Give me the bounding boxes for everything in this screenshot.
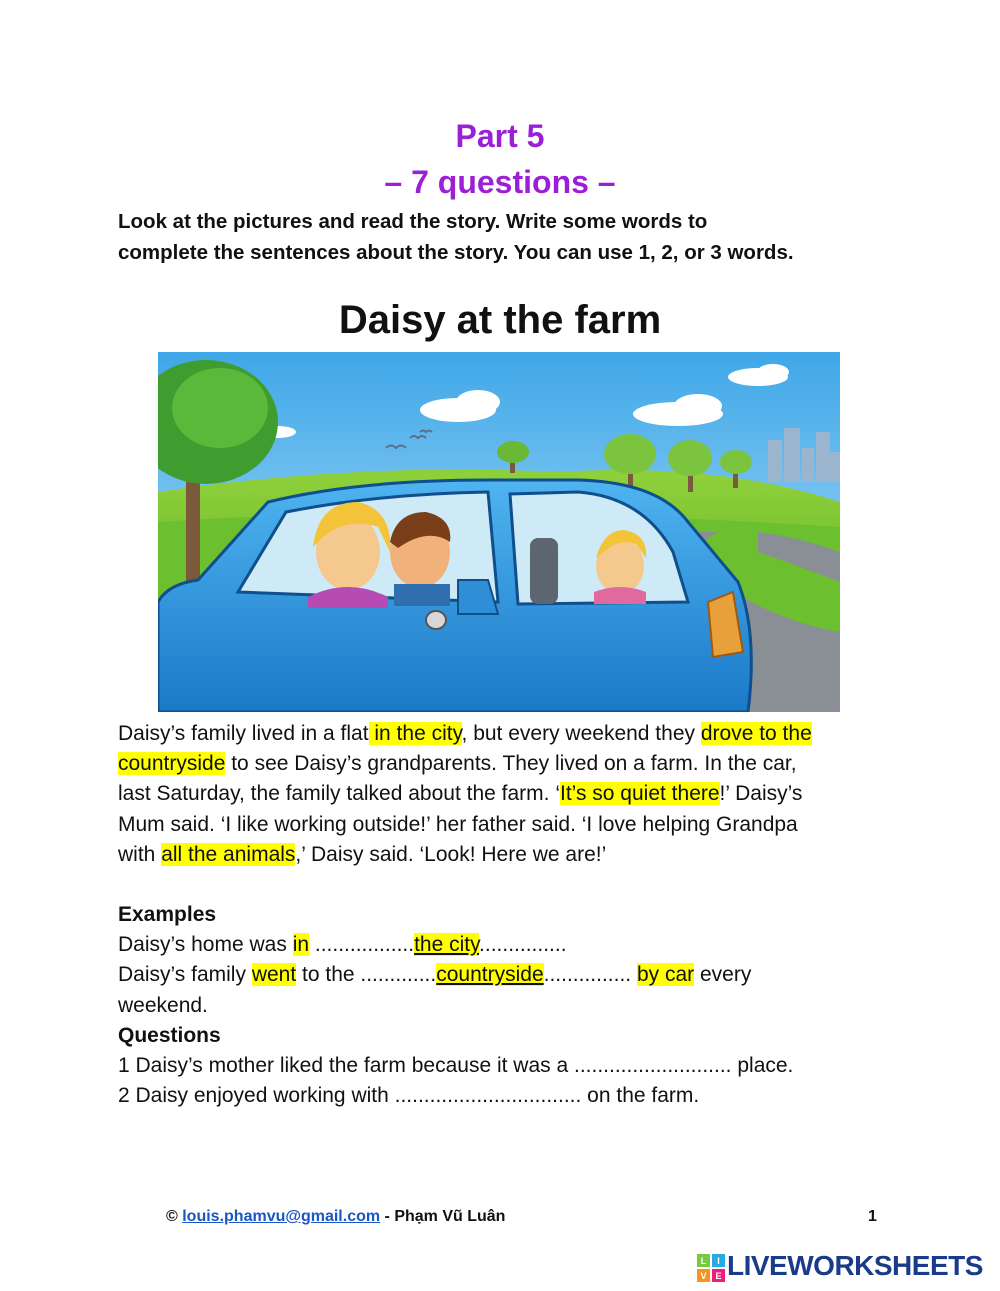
logo-letter-l: L [700, 1256, 707, 1266]
logo-letter-v: V [700, 1271, 707, 1281]
story-s5: !’ Daisy’s [719, 782, 803, 806]
highlight-in-the-city: in the city [368, 722, 462, 745]
example-2-weekend: weekend. [118, 993, 208, 1017]
example-2-hl: went [251, 963, 297, 987]
story-text [118, 719, 898, 870]
example-1-dots-end: ............... [479, 933, 567, 957]
example-2-hl-by-car: by car [636, 963, 695, 987]
example-1-text: Daisy’s home was [118, 933, 293, 957]
question-1[interactable]: 1 Daisy’s mother liked the farm because it was a ........................... place. [118, 1054, 794, 1078]
copyright-symbol: © [166, 1208, 183, 1225]
footer [166, 1208, 505, 1226]
highlight-countryside: countryside [118, 752, 226, 776]
story-s8: ,’ Daisy said. ‘Look! Here we are!’ [295, 842, 607, 866]
question-2[interactable]: 2 Daisy enjoyed working with ................................ on the farm. [118, 1084, 700, 1108]
example-1-dots: ................. [309, 933, 415, 957]
example-1-hl: in [292, 933, 310, 957]
example-2-text: Daisy’s family [118, 963, 252, 987]
example-2-answer: countryside [436, 963, 544, 987]
car-illustration [158, 352, 840, 712]
highlight-drove-to-the: drove to the [700, 722, 812, 745]
page-number: 1 [868, 1208, 877, 1225]
example-2 [118, 960, 898, 1020]
instruction-line-2: complete the sentences about the story. You can use 1, 2, or 3 words. [118, 241, 794, 264]
story-s4: last Saturday, the family talked about the farm. ‘ [118, 782, 560, 806]
part-title: Part 5 [455, 118, 545, 154]
example-2-dots: to the ............. [296, 963, 437, 987]
author-email-link[interactable]: louis.phamvu@gmail.com [182, 1208, 381, 1225]
liveworksheets-logo-icon [697, 1254, 725, 1282]
highlight-quiet: It’s so quiet there [560, 782, 720, 806]
examples-questions [118, 900, 898, 1111]
example-1-answer: the city [414, 933, 480, 957]
story-s2: , but every weekend they [461, 722, 701, 745]
questions-heading: Questions [118, 1023, 221, 1047]
highlight-all-the-animals: all the animals [161, 842, 296, 866]
example-2-every: every [694, 963, 752, 987]
story-title: Daisy at the farm [338, 298, 662, 342]
instruction-line-1: Look at the pictures and read the story. Write some words to [118, 210, 708, 233]
question-count: – 7 questions – [384, 164, 616, 200]
example-1 [118, 930, 898, 960]
example-2-dots-end: ............... [543, 963, 637, 987]
liveworksheets-logo [697, 1250, 997, 1286]
examples-heading: Examples [118, 903, 217, 926]
story-s1: Daisy’s family lived in a flat [118, 722, 369, 745]
liveworksheets-brand-text: LIVEWORKSHEETS [727, 1250, 983, 1281]
story-s6: Mum said. ‘I like working outside!’ her father said. ‘I love helping Grandpa [118, 812, 798, 836]
logo-letter-i: I [717, 1256, 720, 1266]
story-s3: to see Daisy’s grandparents. They lived on a farm. In the car, [225, 752, 797, 776]
story-s7: with [118, 842, 162, 866]
author-name: - Phạm Vũ Luân [380, 1208, 506, 1225]
instructions [118, 206, 908, 268]
logo-letter-e: E [715, 1271, 722, 1281]
